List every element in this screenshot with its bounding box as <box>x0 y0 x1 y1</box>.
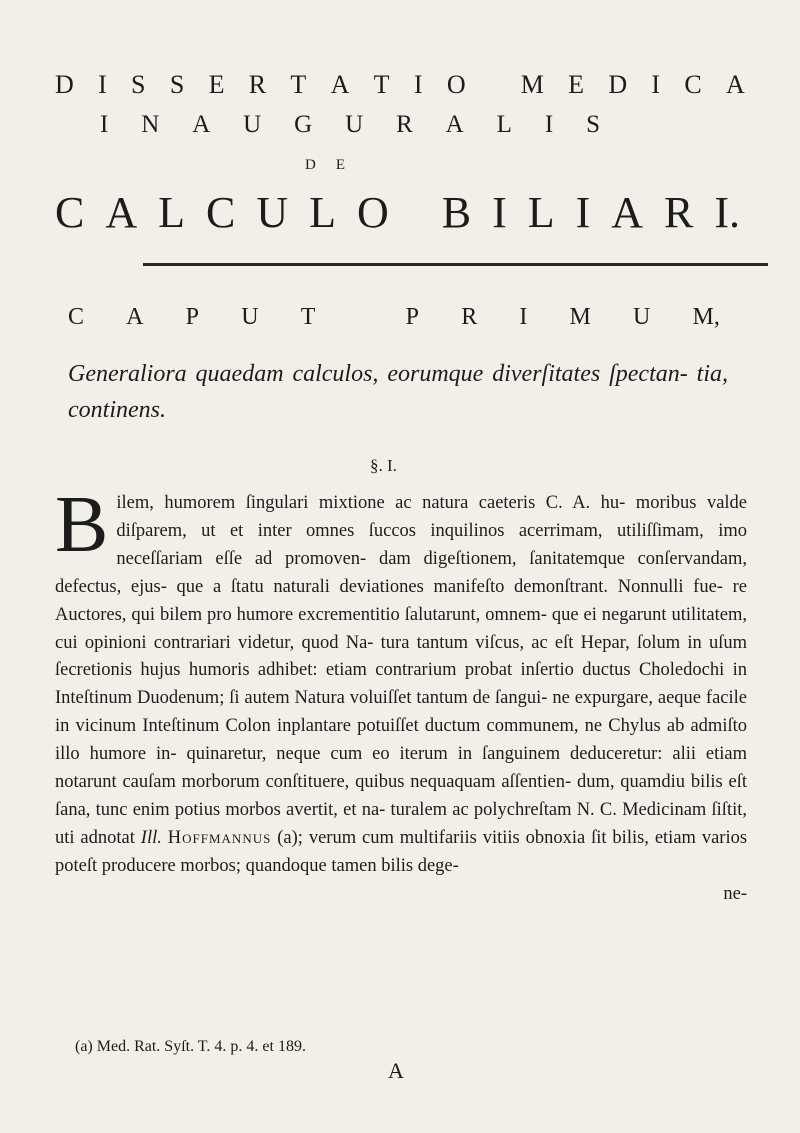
title-letter: A <box>726 70 745 99</box>
body-text-part1: ilem, humorem ſingulari mixtione ac natura caeteris C. A. hu- moribus valde diſparem, ut et inter omnes ſuccos inquilinos acerrimam, utiliſſimam, imo neceſſariam eſſe ad promoven- dam digeſtionem, ſanitatemque conſervandam, defectus, ejus- que a ſtatu naturali deviationes manifeſto demonſtrant. Nonnulli fue- re Auctores, qui bilem pro humore excrementitio ſalutarunt, omnem- que ei negarunt utilitatem, cui opinioni contrariari videtur, quod Na- tura tantum viſcus, ac eſt Hepar, ſolum in uſum ſecretionis hujus humoris adhibet: etiam contrarium probat inſertio ductus Choledochi in Inteſtinum Duodenum; ſi autem Natura voluiſſet tantum de ſangui- ne expurgare, aeque facile in vicinum Inteſtinum Colon inplantare potuiſſet ductum communem, ne Chylus ab admiſto illo humore in- quinaretur, neque cum eo iterum in ſanguinem deduceretur: alii etiam notarunt cauſam morborum conſtituere, quibus nequaquam aſſentien- dum, quamdiu bilis eſt ſana, tunc enim potius morbos avertit, et na- turalem ac polychreſtam N. C. Medicinam ſiſtit, uti adnotat <box>55 493 747 848</box>
title-letter: A <box>192 111 211 138</box>
title-letter: T <box>373 70 390 99</box>
title-letter: L <box>527 188 555 237</box>
title-letter: I <box>100 111 109 138</box>
title-letter: I <box>575 188 591 237</box>
section-mark: §. I. <box>370 456 397 475</box>
title-letter: C <box>205 188 236 237</box>
title-letter: A <box>330 70 350 99</box>
title-letter: O <box>446 70 466 99</box>
title-letter: D <box>608 70 628 99</box>
title-letter: U <box>345 111 364 138</box>
title-letter: E <box>335 157 345 173</box>
title-letter: R <box>461 304 478 330</box>
drop-cap: B <box>55 481 109 569</box>
title-letter: U <box>243 111 262 138</box>
title-letter: U <box>633 304 651 330</box>
title-rule <box>143 263 768 266</box>
signature-mark: A <box>388 1058 404 1083</box>
title-letter <box>358 305 364 329</box>
ill-abbreviation: Ill. <box>140 827 162 848</box>
title-line-de <box>305 158 345 173</box>
body-text-part2: ; verum cum multifariis vitiis obnoxia ſit bilis, etiam varios poteſt producere morbos; quandoque tamen bilis dege- <box>55 827 748 876</box>
title-letter: I <box>519 304 528 330</box>
title-letter: I <box>98 70 107 99</box>
footnote-ref: (a) <box>277 827 298 848</box>
catchword: ne- <box>723 883 747 904</box>
title-letter: D <box>305 157 316 173</box>
title-letter: C <box>68 304 85 330</box>
title-letter: I. <box>714 188 740 237</box>
title-letter: M <box>520 70 544 99</box>
title-letter <box>490 72 497 98</box>
title-letter: D <box>55 70 74 99</box>
title-letter <box>410 191 421 235</box>
title-letter: I <box>544 111 554 138</box>
title-line-calculo-biliari <box>55 188 740 237</box>
title-letter: M <box>569 304 591 330</box>
title-letter: L <box>309 188 336 237</box>
title-letter: I <box>492 188 507 237</box>
title-letter: C <box>684 70 702 99</box>
title-letter: B <box>441 188 472 237</box>
title-letter: E <box>568 70 585 99</box>
title-letter: M, <box>692 304 720 330</box>
title-letter: P <box>405 304 420 330</box>
title-letter: S <box>586 111 600 138</box>
title-letter: E <box>208 70 225 99</box>
title-letter: U <box>241 304 259 330</box>
title-letter: L <box>158 188 185 237</box>
chapter-subtitle: Generaliora quaedam calculos, eorumque diverſitates ſpectan- tia, continens. <box>68 361 728 423</box>
title-line-inauguralis <box>100 112 600 137</box>
title-letter: T <box>300 304 316 330</box>
title-letter: P <box>185 304 200 330</box>
title-letter: A <box>611 188 643 237</box>
title-letter: R <box>248 70 267 99</box>
title-letter: A <box>105 188 138 237</box>
title-letter: G <box>294 111 313 138</box>
title-letter: R <box>663 188 694 237</box>
title-letter: T <box>290 70 307 99</box>
title-letter: I <box>413 70 423 99</box>
title-letter: O <box>356 188 389 237</box>
title-letter: U <box>256 188 289 237</box>
footnote: (a) Med. Rat. Syſt. T. 4. p. 4. et 189. <box>75 1038 306 1055</box>
title-line-dissertatio-medica <box>55 72 745 98</box>
title-letter: C <box>55 188 85 237</box>
title-letter: A <box>445 111 464 138</box>
author-name: Hoffmannus <box>167 827 272 848</box>
title-letter: R <box>396 111 413 138</box>
title-letter: S <box>131 70 146 99</box>
title-letter: L <box>496 111 512 138</box>
title-letter: I <box>651 70 661 99</box>
title-letter: N <box>141 111 160 138</box>
title-letter: S <box>169 70 185 99</box>
chapter-heading <box>68 305 720 329</box>
body-paragraph <box>55 481 748 909</box>
title-letter: A <box>126 304 144 330</box>
